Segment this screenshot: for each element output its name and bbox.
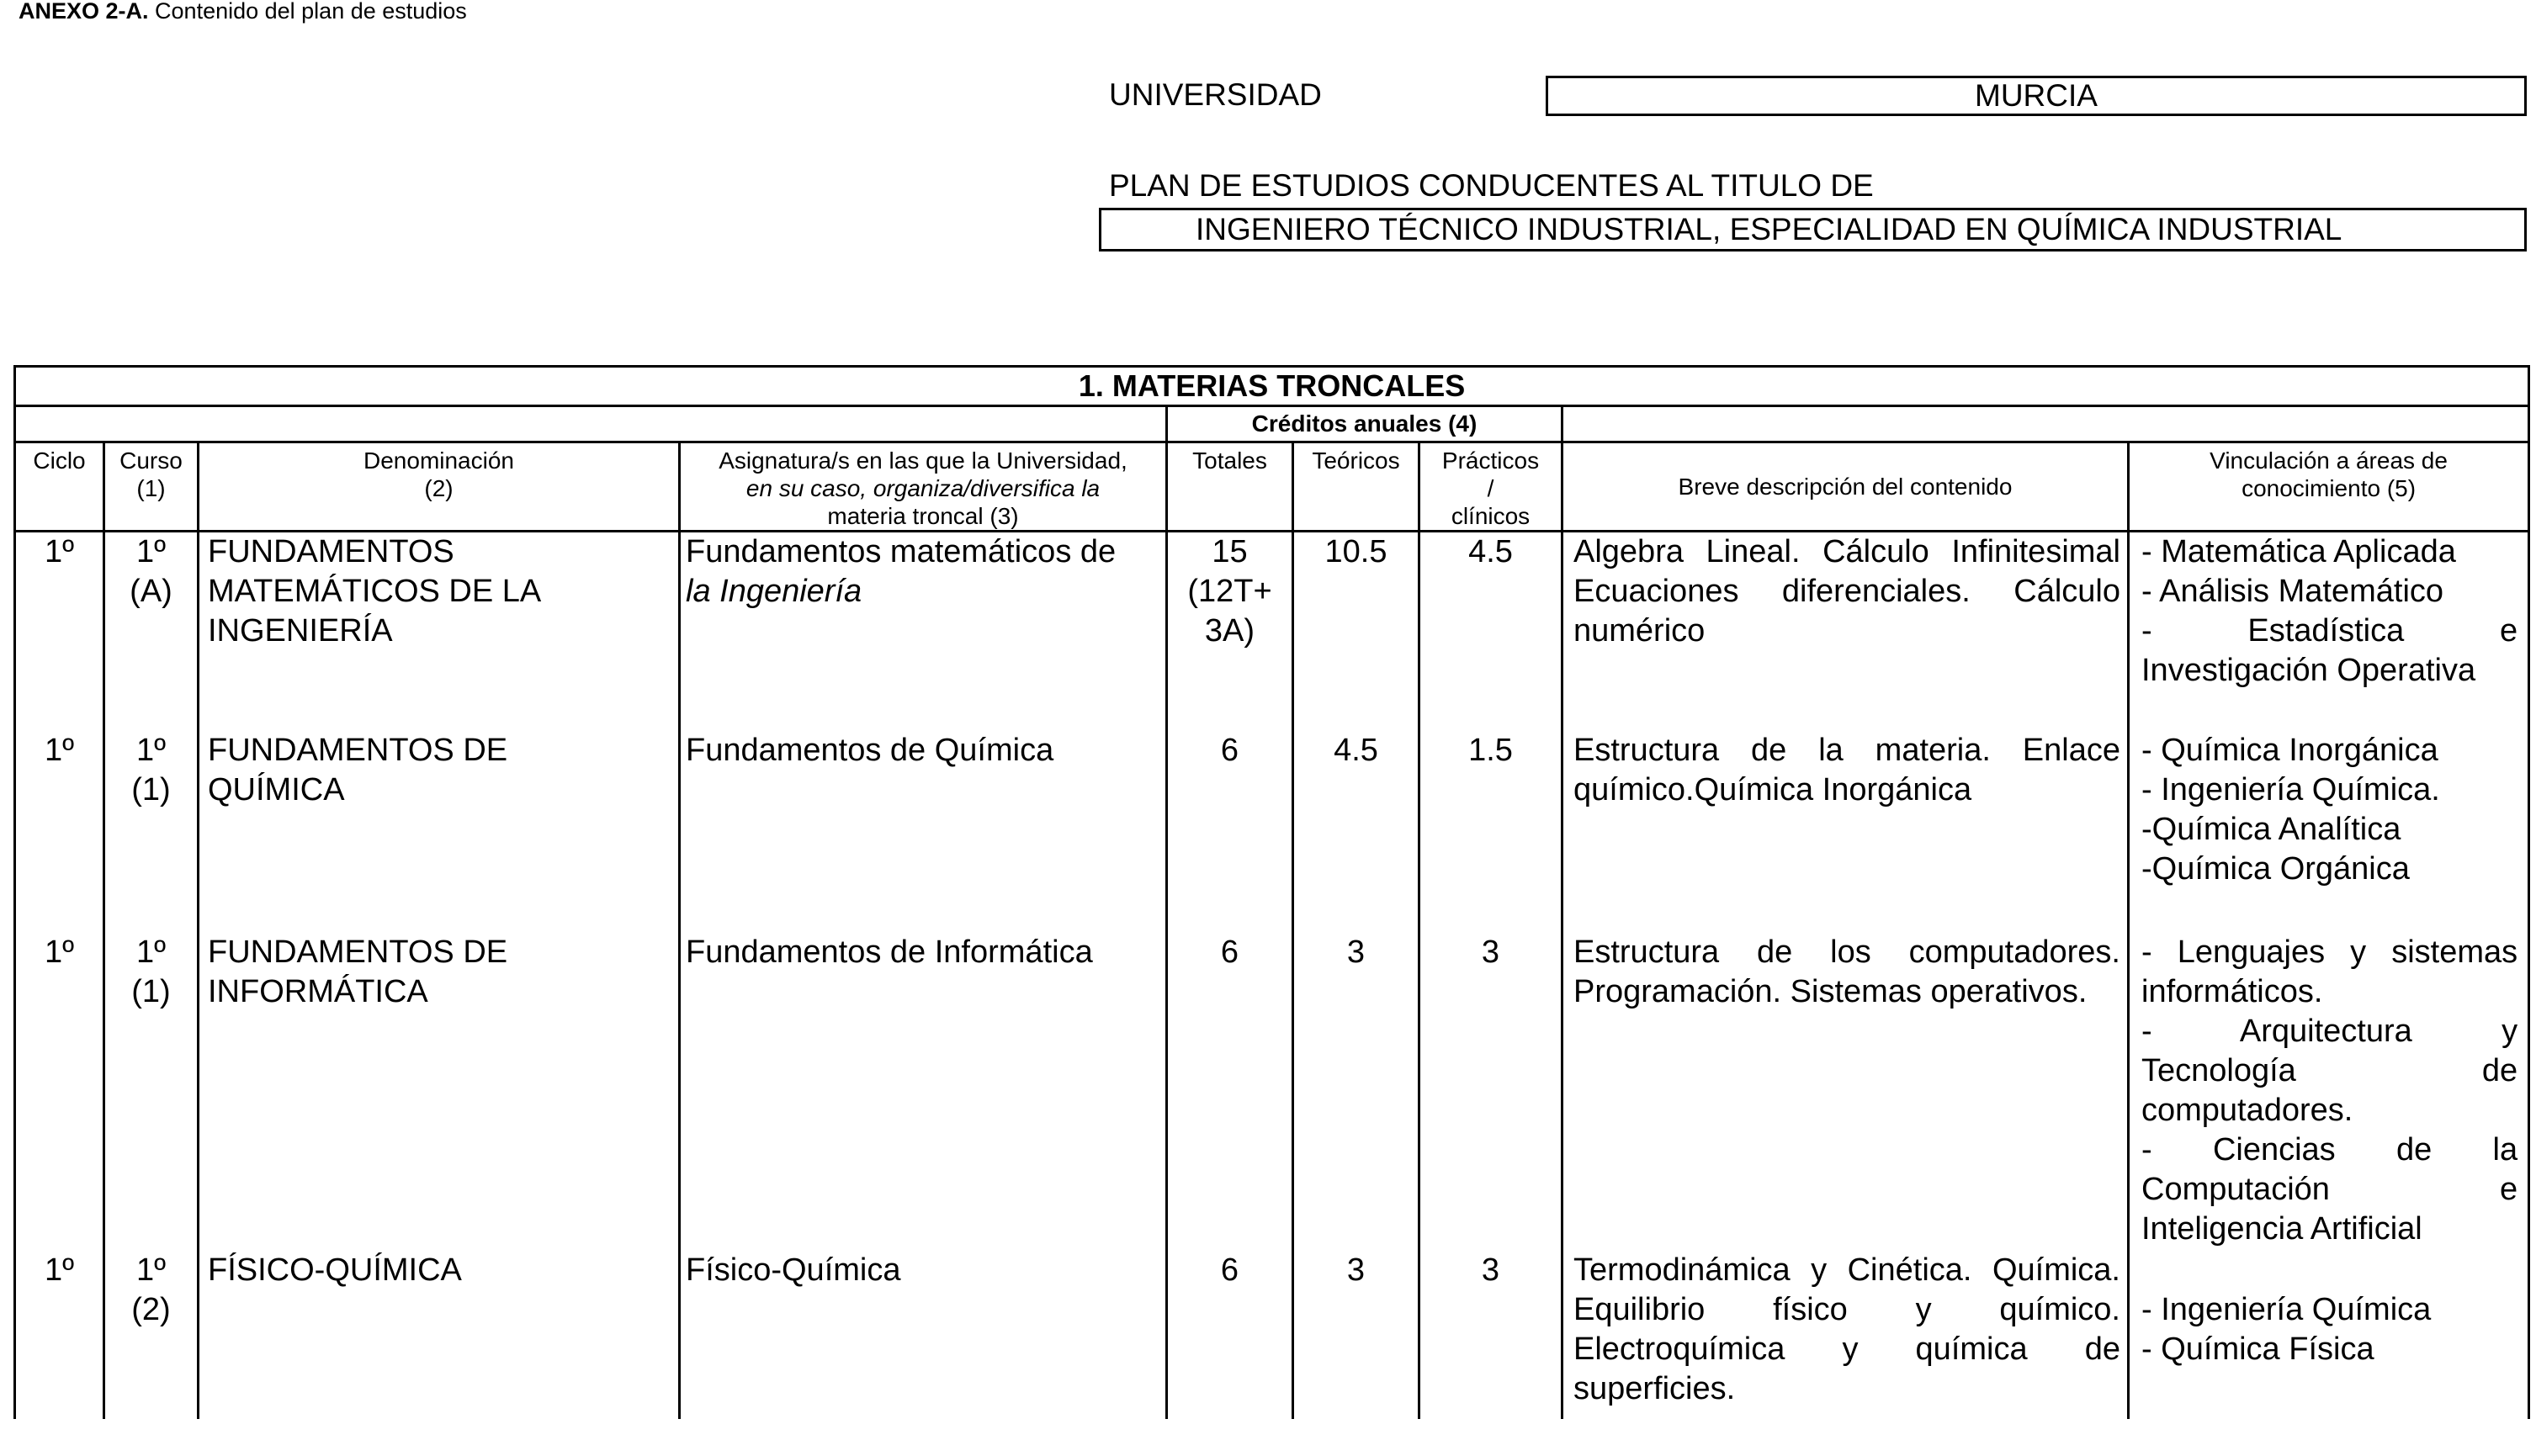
row-ciclo: 1º [15,933,104,1251]
row-ciclo: 1º [15,1251,104,1419]
row-ciclo: 1º [15,731,104,933]
row-curso: 1º (A) [104,532,199,731]
row-teoricos: 3 [1293,1251,1419,1419]
row-vinculacion: - Matemática Aplicada - Análisis Matemático - Estadística e Investigación Operativa [2129,532,2529,731]
table-row [15,731,2529,933]
row-denominacion: FÍSICO-QUÍMICA [199,1251,680,1419]
row-ciclo: 1º [15,532,104,731]
row-totales: 6 [1167,933,1293,1251]
plan-label: PLAN DE ESTUDIOS CONDUCENTES AL TITULO DE [1109,168,1874,203]
row-practicos: 4.5 [1419,532,1562,731]
row-totales: 15 (12T+ 3A) [1167,532,1293,731]
row-curso: 1º (1) [104,933,199,1251]
row-vinculacion: - Química Inorgánica - Ingeniería Química. -Química Analítica -Química Orgánica [2129,731,2529,933]
row-teoricos: 10.5 [1293,532,1419,731]
row-vinculacion: - Ingeniería Química - Química Física [2129,1251,2529,1419]
row-practicos: 3 [1419,1251,1562,1419]
col-curso: Curso (1) [104,442,199,532]
row-curso: 1º (2) [104,1251,199,1419]
row-descripcion: Estructura de la materia. Enlace químico.Química Inorgánica [1562,731,2129,933]
row-practicos: 3 [1419,933,1562,1251]
col-vinculacion: Vinculación a áreas de conocimiento (5) [2129,442,2529,532]
table-row [15,1251,2529,1419]
table-row [15,933,2529,1251]
col-asignatura: Asignatura/s en las que la Universidad, en su caso, organiza/diversifica la materia troncal (3) [680,442,1167,532]
col-teoricos: Teóricos [1293,442,1419,532]
row-totales: 6 [1167,1251,1293,1419]
row-descripcion: Algebra Lineal. Cálculo Infinitesimal Ecuaciones diferenciales. Cálculo numérico [1562,532,2129,731]
col-descripcion: Breve descripción del contenido [1562,442,2129,532]
row-denominacion: FUNDAMENTOS MATEMÁTICOS DE LA INGENIERÍA [199,532,680,731]
row-vinculacion: - Lenguajes y sistemas informáticos. - Arquitectura y Tecnología de computadores. - Ciencias de la Computación e Inteligencia Artificial [2129,933,2529,1251]
row-teoricos: 4.5 [1293,731,1419,933]
col-denominacion: Denominación (2) [199,442,680,532]
annex-text: Contenido del plan de estudios [148,0,467,24]
row-descripcion: Estructura de los computadores. Programación. Sistemas operativos. [1562,933,2129,1251]
col-ciclo: Ciclo [15,442,104,532]
row-teoricos: 3 [1293,933,1419,1251]
university-label: UNIVERSIDAD [1109,77,1322,112]
column-headers [15,442,2529,532]
materias-troncales-table [13,365,2530,1419]
row-asignatura: Fundamentos de Química [680,731,1167,933]
university-value: MURCIA [1546,76,2527,116]
row-curso: 1º (1) [104,731,199,933]
row-asignatura: Fundamentos de Informática [680,933,1167,1251]
row-asignatura: Físico-Química [680,1251,1167,1419]
row-asignatura: Fundamentos matemáticos de la Ingeniería [680,532,1167,731]
row-practicos: 1.5 [1419,731,1562,933]
row-descripcion: Termodinámica y Cinética. Química. Equilibrio físico y químico. Electroquímica y química de superficies. [1562,1251,2129,1419]
table-row [15,532,2529,731]
table-title: 1. MATERIAS TRONCALES [15,367,2529,406]
annex-label: ANEXO 2-A. [19,0,149,24]
credits-header: Créditos anuales (4) [1167,406,1562,442]
row-denominacion: FUNDAMENTOS DE QUÍMICA [199,731,680,933]
col-practicos: Prácticos / clínicos [1419,442,1562,532]
row-totales: 6 [1167,731,1293,933]
col-totales: Totales [1167,442,1293,532]
plan-title-value: INGENIERO TÉCNICO INDUSTRIAL, ESPECIALIDAD EN QUÍMICA INDUSTRIAL [1099,208,2527,251]
annex-title [19,0,467,24]
row-denominacion: FUNDAMENTOS DE INFORMÁTICA [199,933,680,1251]
